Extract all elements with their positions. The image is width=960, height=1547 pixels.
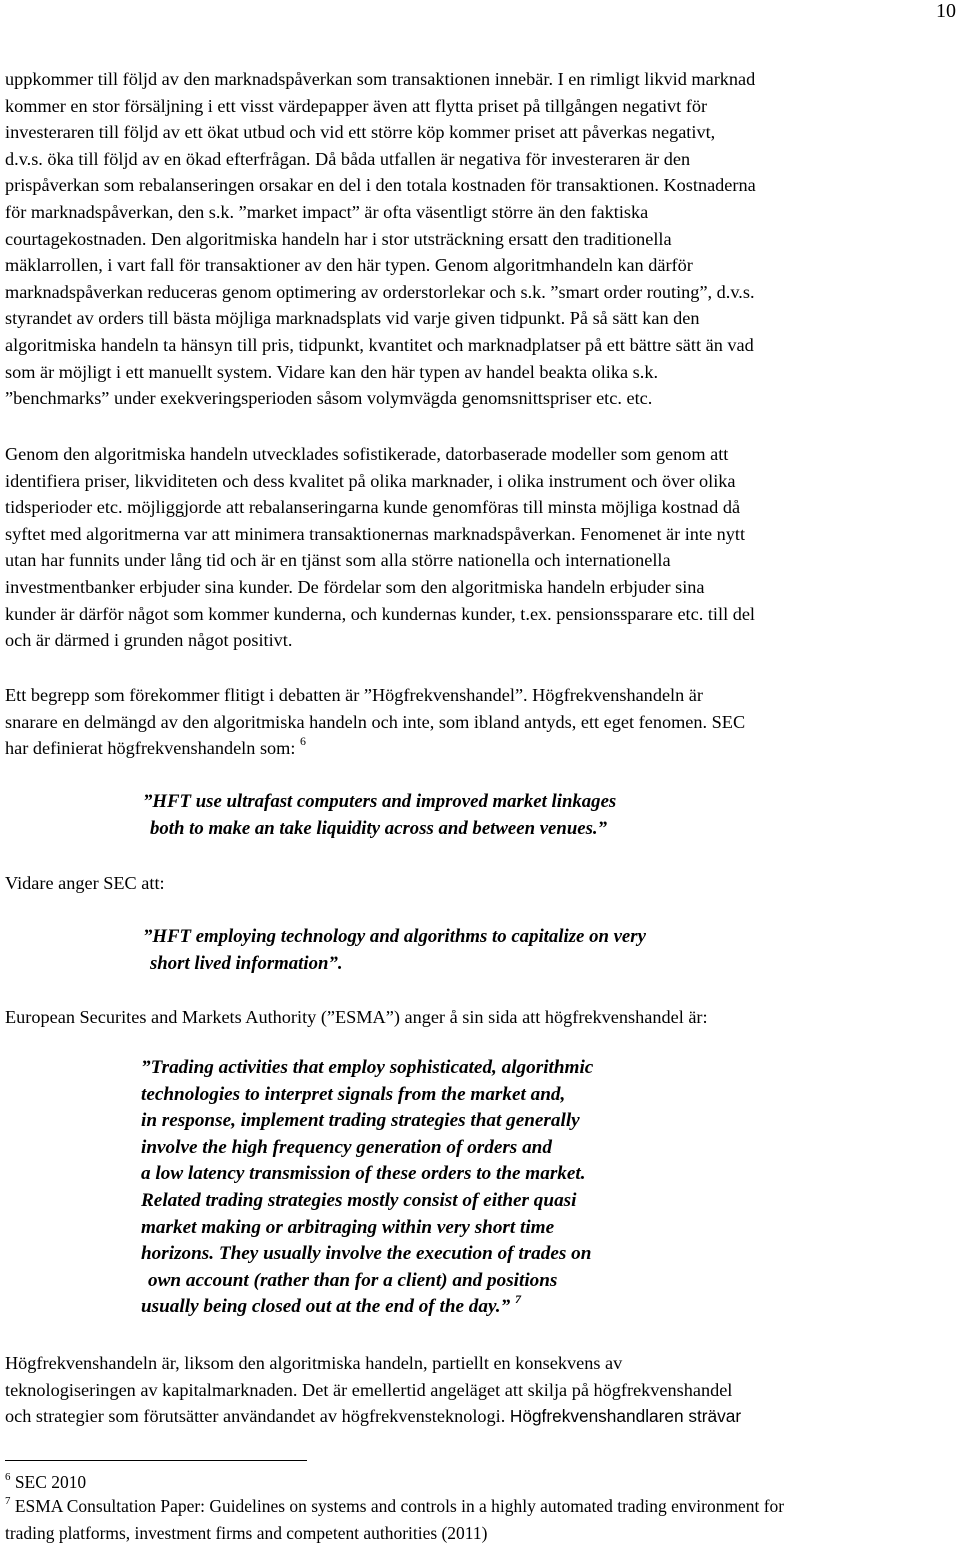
sec-quote-1 xyxy=(143,789,616,842)
footnote-number: 6 xyxy=(5,1471,11,1483)
quote-line: ”Trading activities that employ sophisticated, algorithmic xyxy=(141,1057,594,1078)
quote-line: Related trading strategies mostly consist of either quasi xyxy=(141,1189,577,1211)
text-line: som är möjligt i ett manuellt system. Vidare kan den här typen av handel beakta olika s.k. xyxy=(5,361,659,382)
text-line: kunder är därför något som kommer kunderna, och kundernas kunder, t.ex. pensionssparare etc. till del xyxy=(5,603,756,624)
quote-line xyxy=(141,1294,593,1322)
paragraph-hft-definition xyxy=(5,682,957,764)
esma-quote xyxy=(141,1055,593,1322)
sec-quote-2 xyxy=(143,924,646,977)
page-number: 10 xyxy=(936,0,956,22)
text-line xyxy=(5,735,950,764)
text-line: för marknadspåverkan, den s.k. ”market impact” är ofta väsentligt större än den faktiska xyxy=(5,201,649,222)
sec-also-text xyxy=(5,870,957,897)
footnote-separator xyxy=(5,1460,307,1461)
text-line: European Securites and Markets Authority (”ESMA”) anger å sin sida att högfrekvenshandel är: xyxy=(5,1007,708,1027)
footnote-line: trading platforms, investment firms and competent authorities (2011) xyxy=(5,1523,488,1543)
footnote-7 xyxy=(5,1494,957,1545)
text-fragment: usually being closed out at the end of the day.” xyxy=(141,1296,511,1318)
footnote-6 xyxy=(5,1470,957,1497)
paragraph-technology xyxy=(5,1350,957,1430)
quote-line: short lived information”. xyxy=(150,952,343,974)
text-line: kommer en stor försäljning i ett visst värdepapper även att flytta priset på tillgången negativt för xyxy=(5,95,708,116)
paragraph-algorithmic-models xyxy=(5,441,957,654)
text-line: investeraren till följd av ett ökat utbud och vid ett större köp kommer priset att påverkas negativt, xyxy=(5,122,716,143)
quote-line: ”HFT employing technology and algorithms to capitalize on very xyxy=(143,926,646,947)
paragraph-market-impact xyxy=(5,66,957,412)
quote-line: ”HFT use ultrafast computers and improved market linkages xyxy=(143,791,617,812)
quote-line: market making or arbitraging within very short time xyxy=(141,1216,555,1238)
text-line: tidsperioder etc. möjliggjorde att rebalanseringarna kunde genomföras till minsta möjliga kostnad då xyxy=(5,497,741,518)
text-line: Vidare anger SEC att: xyxy=(5,873,165,893)
quote-line: involve the high frequency generation of orders and xyxy=(141,1136,552,1158)
text-line: syftet med algoritmerna var att minimera transaktionernas marknadspåverkan. Fenomenet är inte nytt xyxy=(5,523,746,544)
text-line: investmentbanker erbjuder sina kunder. De fördelar som den algoritmiska handeln erbjuder sina xyxy=(5,576,705,597)
quote-line: a low latency transmission of these orders to the market. xyxy=(141,1163,586,1185)
text-fragment: har definierat högfrekvenshandeln som: xyxy=(5,738,296,759)
text-line: snarare en delmängd av den algoritmiska handeln och inte, som ibland antyds, ett eget fenomen. SEC xyxy=(5,711,746,732)
footnote-number: 7 xyxy=(5,1495,11,1507)
footnote-text: SEC 2010 xyxy=(14,1472,87,1492)
text-line: identifiera priser, likviditeten och dess kvalitet på olika marknader, i olika instrument och över olika xyxy=(5,470,736,491)
text-line: marknadspåverkan reduceras genom optimering av orderstorlekar och s.k. ”smart order routing”, d.v.s. xyxy=(5,281,755,302)
text-line: Genom den algoritmiska handeln utvecklades sofistikerade, datorbaserade modeller som genom att xyxy=(5,444,729,464)
quote-line: technologies to interpret signals from the market and, xyxy=(141,1083,566,1105)
text-line: d.v.s. öka till följd av en ökad efterfrågan. Då båda utfallen är negativa för investeraren är den xyxy=(5,148,691,169)
text-fragment: och strategier som förutsätter användandet av högfrekvensteknologi. xyxy=(5,1406,506,1427)
text-line: mäklarrollen, i vart fall för transaktioner av den här typen. Genom algoritmhandeln kan därför xyxy=(5,255,693,276)
footnote-text: ESMA Consultation Paper: Guidelines on systems and controls in a highly automated trading environment for xyxy=(14,1496,785,1516)
text-line: utan har funnits under lång tid och är en tjänst som alla större nationella och internationella xyxy=(5,550,671,571)
esma-intro-text xyxy=(5,1004,957,1031)
text-line: teknologiseringen av kapitalmarknaden. Det är emellertid angeläget att skilja på högfrekvenshandel xyxy=(5,1379,733,1400)
text-fragment-sans: Högfrekvenshandlaren strävar xyxy=(509,1406,742,1427)
quote-line: horizons. They usually involve the execution of trades on xyxy=(141,1243,592,1265)
footnote-line xyxy=(5,1470,950,1497)
quote-line: own account (rather than for a client) and positions xyxy=(148,1269,558,1291)
text-line xyxy=(5,1403,950,1430)
text-line: algoritmiska handeln ta hänsyn till pris, tidpunkt, kvantitet och marknadplatser på ett bättre sätt än vad xyxy=(5,334,754,355)
text-line: och är därmed i grunden något positivt. xyxy=(5,630,293,651)
footnote-line xyxy=(5,1494,950,1521)
text-line: Ett begrepp som förekommer flitigt i debatten är ”Högfrekvenshandel”. Högfrekvenshandeln är xyxy=(5,685,703,705)
text-line: Högfrekvenshandeln är, liksom den algoritmiska handeln, partiellt en konsekvens av xyxy=(5,1353,623,1373)
footnote-ref: 7 xyxy=(514,1292,521,1307)
text-line: uppkommer till följd av den marknadspåverkan som transaktionen innebär. I en rimligt likvid marknad xyxy=(5,69,756,89)
text-line: styrandet av orders till bästa möjliga marknadsplats vid varje given tidpunkt. På så sätt kan den xyxy=(5,308,700,329)
quote-line: in response, implement trading strategies that generally xyxy=(141,1110,580,1132)
footnote-ref: 6 xyxy=(300,734,306,749)
text-line: prispåverkan som rebalanseringen orsakar en del i den totala kostnaden för transaktionen. Kostnaderna xyxy=(5,175,756,196)
text-line: courtagekostnaden. Den algoritmiska handeln har i stor utsträckning ersatt den traditionella xyxy=(5,228,672,249)
text-line: ”benchmarks” under exekveringsperioden såsom volymvägda genomsnittspriser etc. etc. xyxy=(5,388,653,409)
quote-line: both to make an take liquidity across and between venues.” xyxy=(150,817,608,839)
